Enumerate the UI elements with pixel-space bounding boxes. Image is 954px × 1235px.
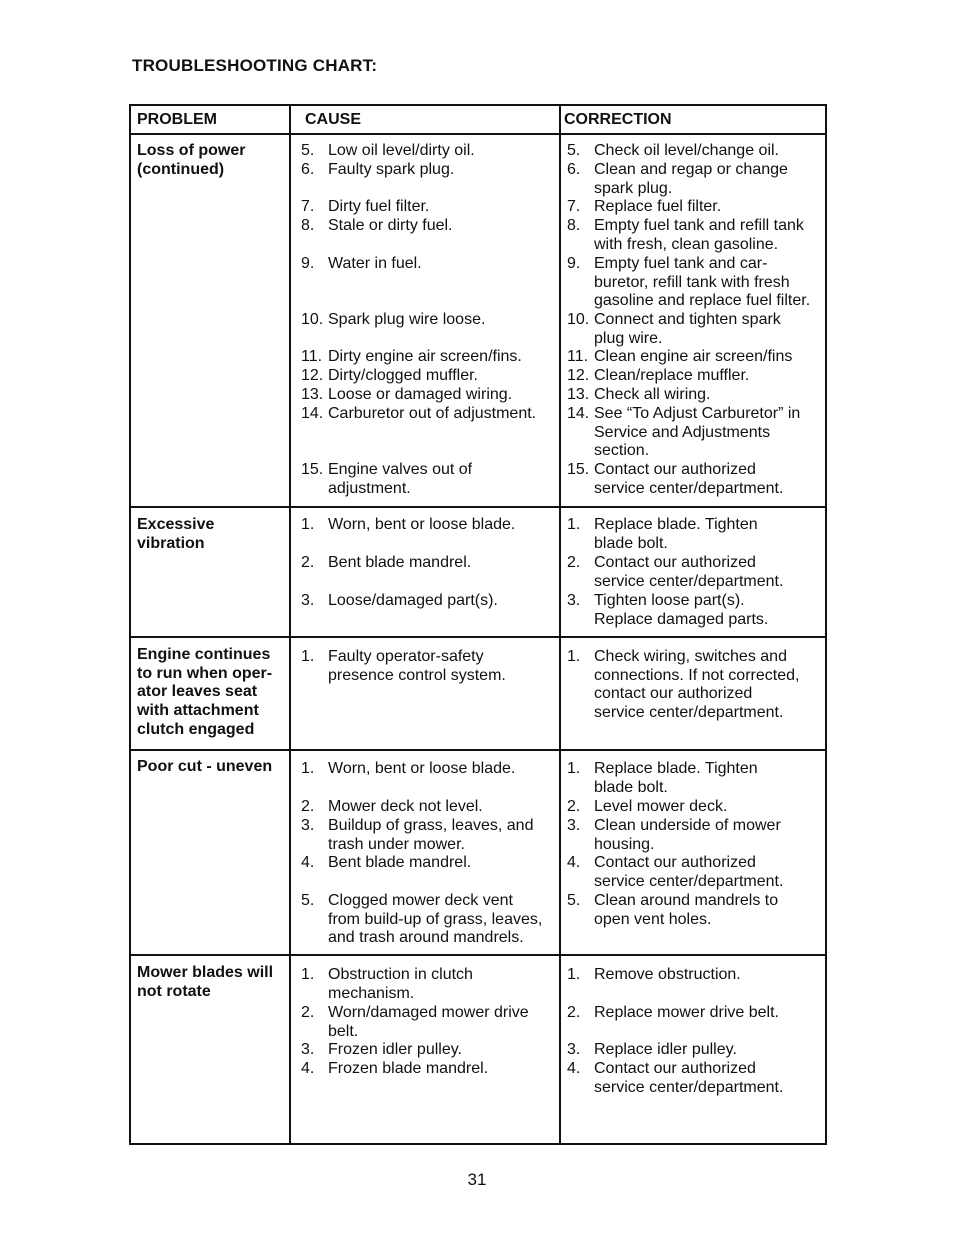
corr-item: [567, 461, 829, 498]
corr-item: [567, 161, 829, 198]
item-text: Clean engine air screen/fins: [594, 348, 793, 365]
cause-item: [301, 798, 563, 817]
item-text: service center/department.: [594, 479, 784, 497]
item-text: service center/department.: [594, 1078, 784, 1096]
item-text: Replace mower drive belt.: [594, 1004, 779, 1021]
item-number: 12.: [567, 367, 590, 384]
item-number: 3.: [301, 817, 315, 834]
item-text: service center/department.: [594, 572, 784, 590]
header-cause: CAUSE: [305, 111, 362, 128]
item-number: 2.: [301, 554, 315, 571]
item-text: Spark plug wire loose.: [328, 311, 486, 328]
item-text: See “To Adjust Carburetor” in: [594, 405, 801, 422]
problem-text: to run when oper-: [137, 664, 273, 682]
item-text: Buildup of grass, leaves, and: [328, 817, 534, 834]
item-number: 3.: [301, 592, 315, 609]
item-text: Bent blade mandrel.: [328, 854, 472, 871]
item-number: 8.: [567, 217, 581, 234]
problem-text: Loss of power: [137, 142, 246, 159]
row-divider: [131, 133, 825, 135]
item-text: Dirty/clogged muffler.: [328, 367, 478, 384]
item-text: Level mower deck.: [594, 798, 728, 815]
cause-item: [301, 592, 563, 611]
cause-item: [301, 405, 563, 424]
cause-item: [301, 348, 563, 367]
problem-cell: [137, 964, 289, 1001]
item-number: 10.: [567, 311, 590, 328]
cause-item: [301, 367, 563, 386]
item-text: Replace blade. Tighten: [594, 760, 758, 777]
cause-item: [301, 161, 563, 180]
item-text: service center/department.: [594, 704, 784, 722]
cause-item: [301, 554, 563, 573]
row-divider: [131, 954, 825, 956]
corr-item: [567, 966, 829, 985]
cause-item: [301, 311, 563, 330]
item-text: Clean and regap or change: [594, 161, 788, 178]
item-number: 12.: [301, 367, 324, 384]
item-text: Check wiring, switches and: [594, 648, 787, 665]
item-text: Faulty operator-safety: [328, 648, 484, 665]
item-text: Bent blade mandrel.: [328, 554, 472, 571]
item-number: 3.: [301, 1041, 315, 1058]
cause-item: [301, 892, 563, 948]
corr-item: [567, 516, 829, 553]
item-text: Worn, bent or loose blade.: [328, 516, 516, 533]
item-text: connections. If not corrected,: [594, 666, 800, 684]
problem-cell: [137, 758, 289, 777]
item-number: 1.: [567, 966, 581, 983]
problem-text: clutch engaged: [137, 720, 255, 738]
item-text: Contact our authorized: [594, 854, 756, 871]
item-text: service center/department.: [594, 872, 784, 890]
corr-item: [567, 217, 829, 254]
corr-item: [567, 854, 829, 891]
item-text: Clean around mandrels to: [594, 892, 779, 909]
item-number: 1.: [567, 760, 581, 777]
cause-item: [301, 142, 563, 161]
problem-text: (continued): [137, 160, 225, 178]
item-text: adjustment.: [328, 479, 411, 497]
item-text: and trash around mandrels.: [328, 929, 524, 947]
cause-item: [301, 854, 563, 873]
item-text: Contact our authorized: [594, 554, 756, 571]
corr-item: [567, 198, 829, 217]
page-number: 31: [467, 1170, 487, 1189]
item-text: Check oil level/change oil.: [594, 142, 779, 159]
item-text: Worn, bent or loose blade.: [328, 760, 516, 777]
item-number: 5.: [301, 142, 315, 159]
item-text: Connect and tighten spark: [594, 311, 781, 328]
item-text: Dirty fuel filter.: [328, 198, 430, 215]
item-text: Check all wiring.: [594, 386, 711, 403]
item-text: Frozen idler pulley.: [328, 1041, 462, 1058]
item-number: 3.: [567, 1041, 581, 1058]
item-text: Faulty spark plug.: [328, 161, 455, 178]
item-number: 5.: [301, 892, 315, 909]
cause-item: [301, 516, 563, 535]
item-text: Clogged mower deck vent: [328, 892, 513, 909]
corr-item: [567, 648, 829, 723]
corr-item: [567, 798, 829, 817]
item-number: 11.: [567, 348, 589, 365]
cause-item: [301, 198, 563, 217]
cause-item: [301, 966, 563, 1003]
item-number: 13.: [301, 386, 324, 403]
item-number: 5.: [567, 142, 581, 159]
item-number: 2.: [301, 1004, 315, 1021]
item-text: Frozen blade mandrel.: [328, 1060, 489, 1077]
row-divider: [131, 506, 825, 508]
corr-item: [567, 1060, 829, 1097]
item-text: Stale or dirty fuel.: [328, 217, 453, 234]
item-text: mechanism.: [328, 984, 415, 1002]
item-number: 7.: [567, 198, 581, 215]
item-text: Empty fuel tank and refill tank: [594, 217, 804, 234]
troubleshooting-table: [129, 104, 827, 1145]
cause-item: [301, 255, 563, 274]
item-number: 4.: [567, 1060, 581, 1077]
problem-text: with attachment: [137, 702, 259, 720]
item-text: Loose/damaged part(s).: [328, 592, 498, 609]
cause-item: [301, 817, 563, 854]
item-number: 4.: [301, 1060, 315, 1077]
item-text: Low oil level/dirty oil.: [328, 142, 475, 159]
item-number: 15.: [567, 461, 590, 478]
item-number: 14.: [567, 405, 590, 422]
corr-item: [567, 1004, 829, 1023]
item-number: 2.: [567, 1004, 581, 1021]
item-text: Engine valves out of: [328, 461, 473, 478]
cause-item: [301, 217, 563, 236]
problem-text: Engine continues: [137, 646, 271, 663]
problem-text: vibration: [137, 534, 205, 552]
problem-cell: [137, 516, 289, 553]
item-text: housing.: [594, 835, 655, 853]
item-text: trash under mower.: [328, 835, 465, 853]
cause-item: [301, 386, 563, 405]
header-problem: PROBLEM: [137, 111, 217, 128]
item-text: Clean underside of mower: [594, 817, 781, 834]
cause-item: [301, 461, 563, 498]
item-number: 6.: [301, 161, 315, 178]
corr-item: [567, 817, 829, 854]
item-text: Contact our authorized: [594, 461, 756, 478]
cause-item: [301, 1041, 563, 1060]
item-text: Worn/damaged mower drive: [328, 1004, 529, 1021]
item-number: 7.: [301, 198, 315, 215]
item-text: gasoline and replace fuel filter.: [594, 292, 811, 310]
item-number: 6.: [567, 161, 581, 178]
item-number: 1.: [301, 516, 315, 533]
cause-item: [301, 648, 563, 685]
corr-item: [567, 554, 829, 591]
cause-item: [301, 760, 563, 779]
item-text: Remove obstruction.: [594, 966, 741, 983]
item-text: Obstruction in clutch: [328, 966, 473, 983]
problem-cell: [137, 142, 289, 179]
corr-item: [567, 311, 829, 348]
item-number: 9.: [567, 255, 581, 272]
item-number: 13.: [567, 386, 590, 403]
corr-item: [567, 1041, 829, 1060]
item-number: 2.: [567, 554, 581, 571]
corr-item: [567, 760, 829, 797]
item-number: 2.: [567, 798, 581, 815]
item-number: 11.: [301, 348, 323, 365]
item-number: 1.: [301, 760, 315, 777]
item-number: 1.: [567, 516, 581, 533]
corr-item: [567, 348, 829, 367]
problem-text: ator leaves seat: [137, 683, 258, 701]
corr-item: [567, 386, 829, 405]
item-text: Tighten loose part(s).: [594, 592, 745, 609]
row-divider: [131, 749, 825, 751]
problem-cell: [137, 646, 289, 740]
item-number: 10.: [301, 311, 324, 328]
item-text: with fresh, clean gasoline.: [594, 235, 779, 253]
item-text: Dirty engine air screen/fins.: [328, 348, 522, 365]
item-text: Clean/replace muffler.: [594, 367, 750, 384]
problem-text: Poor cut - uneven: [137, 758, 273, 775]
item-text: blade bolt.: [594, 534, 668, 552]
item-text: Contact our authorized: [594, 1060, 756, 1077]
item-number: 5.: [567, 892, 581, 909]
item-number: 9.: [301, 255, 315, 272]
column-divider: [289, 106, 291, 1143]
item-text: Replace damaged parts.: [594, 610, 769, 628]
header-correction: CORRECTION: [564, 111, 672, 128]
item-text: Mower deck not level.: [328, 798, 483, 815]
corr-item: [567, 405, 829, 461]
problem-text: not rotate: [137, 982, 211, 1000]
item-number: 14.: [301, 405, 324, 422]
item-number: 1.: [567, 648, 581, 665]
item-text: open vent holes.: [594, 910, 712, 928]
item-text: Replace blade. Tighten: [594, 516, 758, 533]
item-text: spark plug.: [594, 179, 673, 197]
item-text: Replace fuel filter.: [594, 198, 722, 215]
item-text: contact our authorized: [594, 685, 753, 703]
item-text: blade bolt.: [594, 778, 668, 796]
corr-item: [567, 367, 829, 386]
item-number: 3.: [567, 817, 581, 834]
cause-item: [301, 1004, 563, 1041]
item-text: Empty fuel tank and car-: [594, 255, 768, 272]
corr-item: [567, 592, 829, 629]
item-number: 8.: [301, 217, 315, 234]
corr-item: [567, 255, 829, 311]
item-text: from build-up of grass, leaves,: [328, 910, 543, 928]
item-number: 3.: [567, 592, 581, 609]
item-number: 4.: [567, 854, 581, 871]
problem-text: Mower blades will: [137, 964, 274, 981]
item-text: section.: [594, 442, 650, 460]
problem-text: Excessive: [137, 516, 215, 533]
item-number: 1.: [301, 648, 315, 665]
cause-item: [301, 1060, 563, 1079]
item-text: Carburetor out of adjustment.: [328, 405, 537, 422]
item-text: belt.: [328, 1022, 359, 1040]
item-text: Service and Adjustments: [594, 423, 771, 441]
corr-item: [567, 142, 829, 161]
item-text: Water in fuel.: [328, 255, 422, 272]
item-text: presence control system.: [328, 666, 506, 684]
item-text: Replace idler pulley.: [594, 1041, 737, 1058]
item-number: 1.: [301, 966, 315, 983]
page-title: TROUBLESHOOTING CHART:: [132, 56, 378, 75]
item-number: 4.: [301, 854, 315, 871]
item-number: 2.: [301, 798, 315, 815]
item-text: Loose or damaged wiring.: [328, 386, 513, 403]
row-divider: [131, 636, 825, 638]
corr-item: [567, 892, 829, 929]
item-text: buretor, refill tank with fresh: [594, 273, 790, 291]
item-number: 15.: [301, 461, 324, 478]
item-text: plug wire.: [594, 329, 663, 347]
